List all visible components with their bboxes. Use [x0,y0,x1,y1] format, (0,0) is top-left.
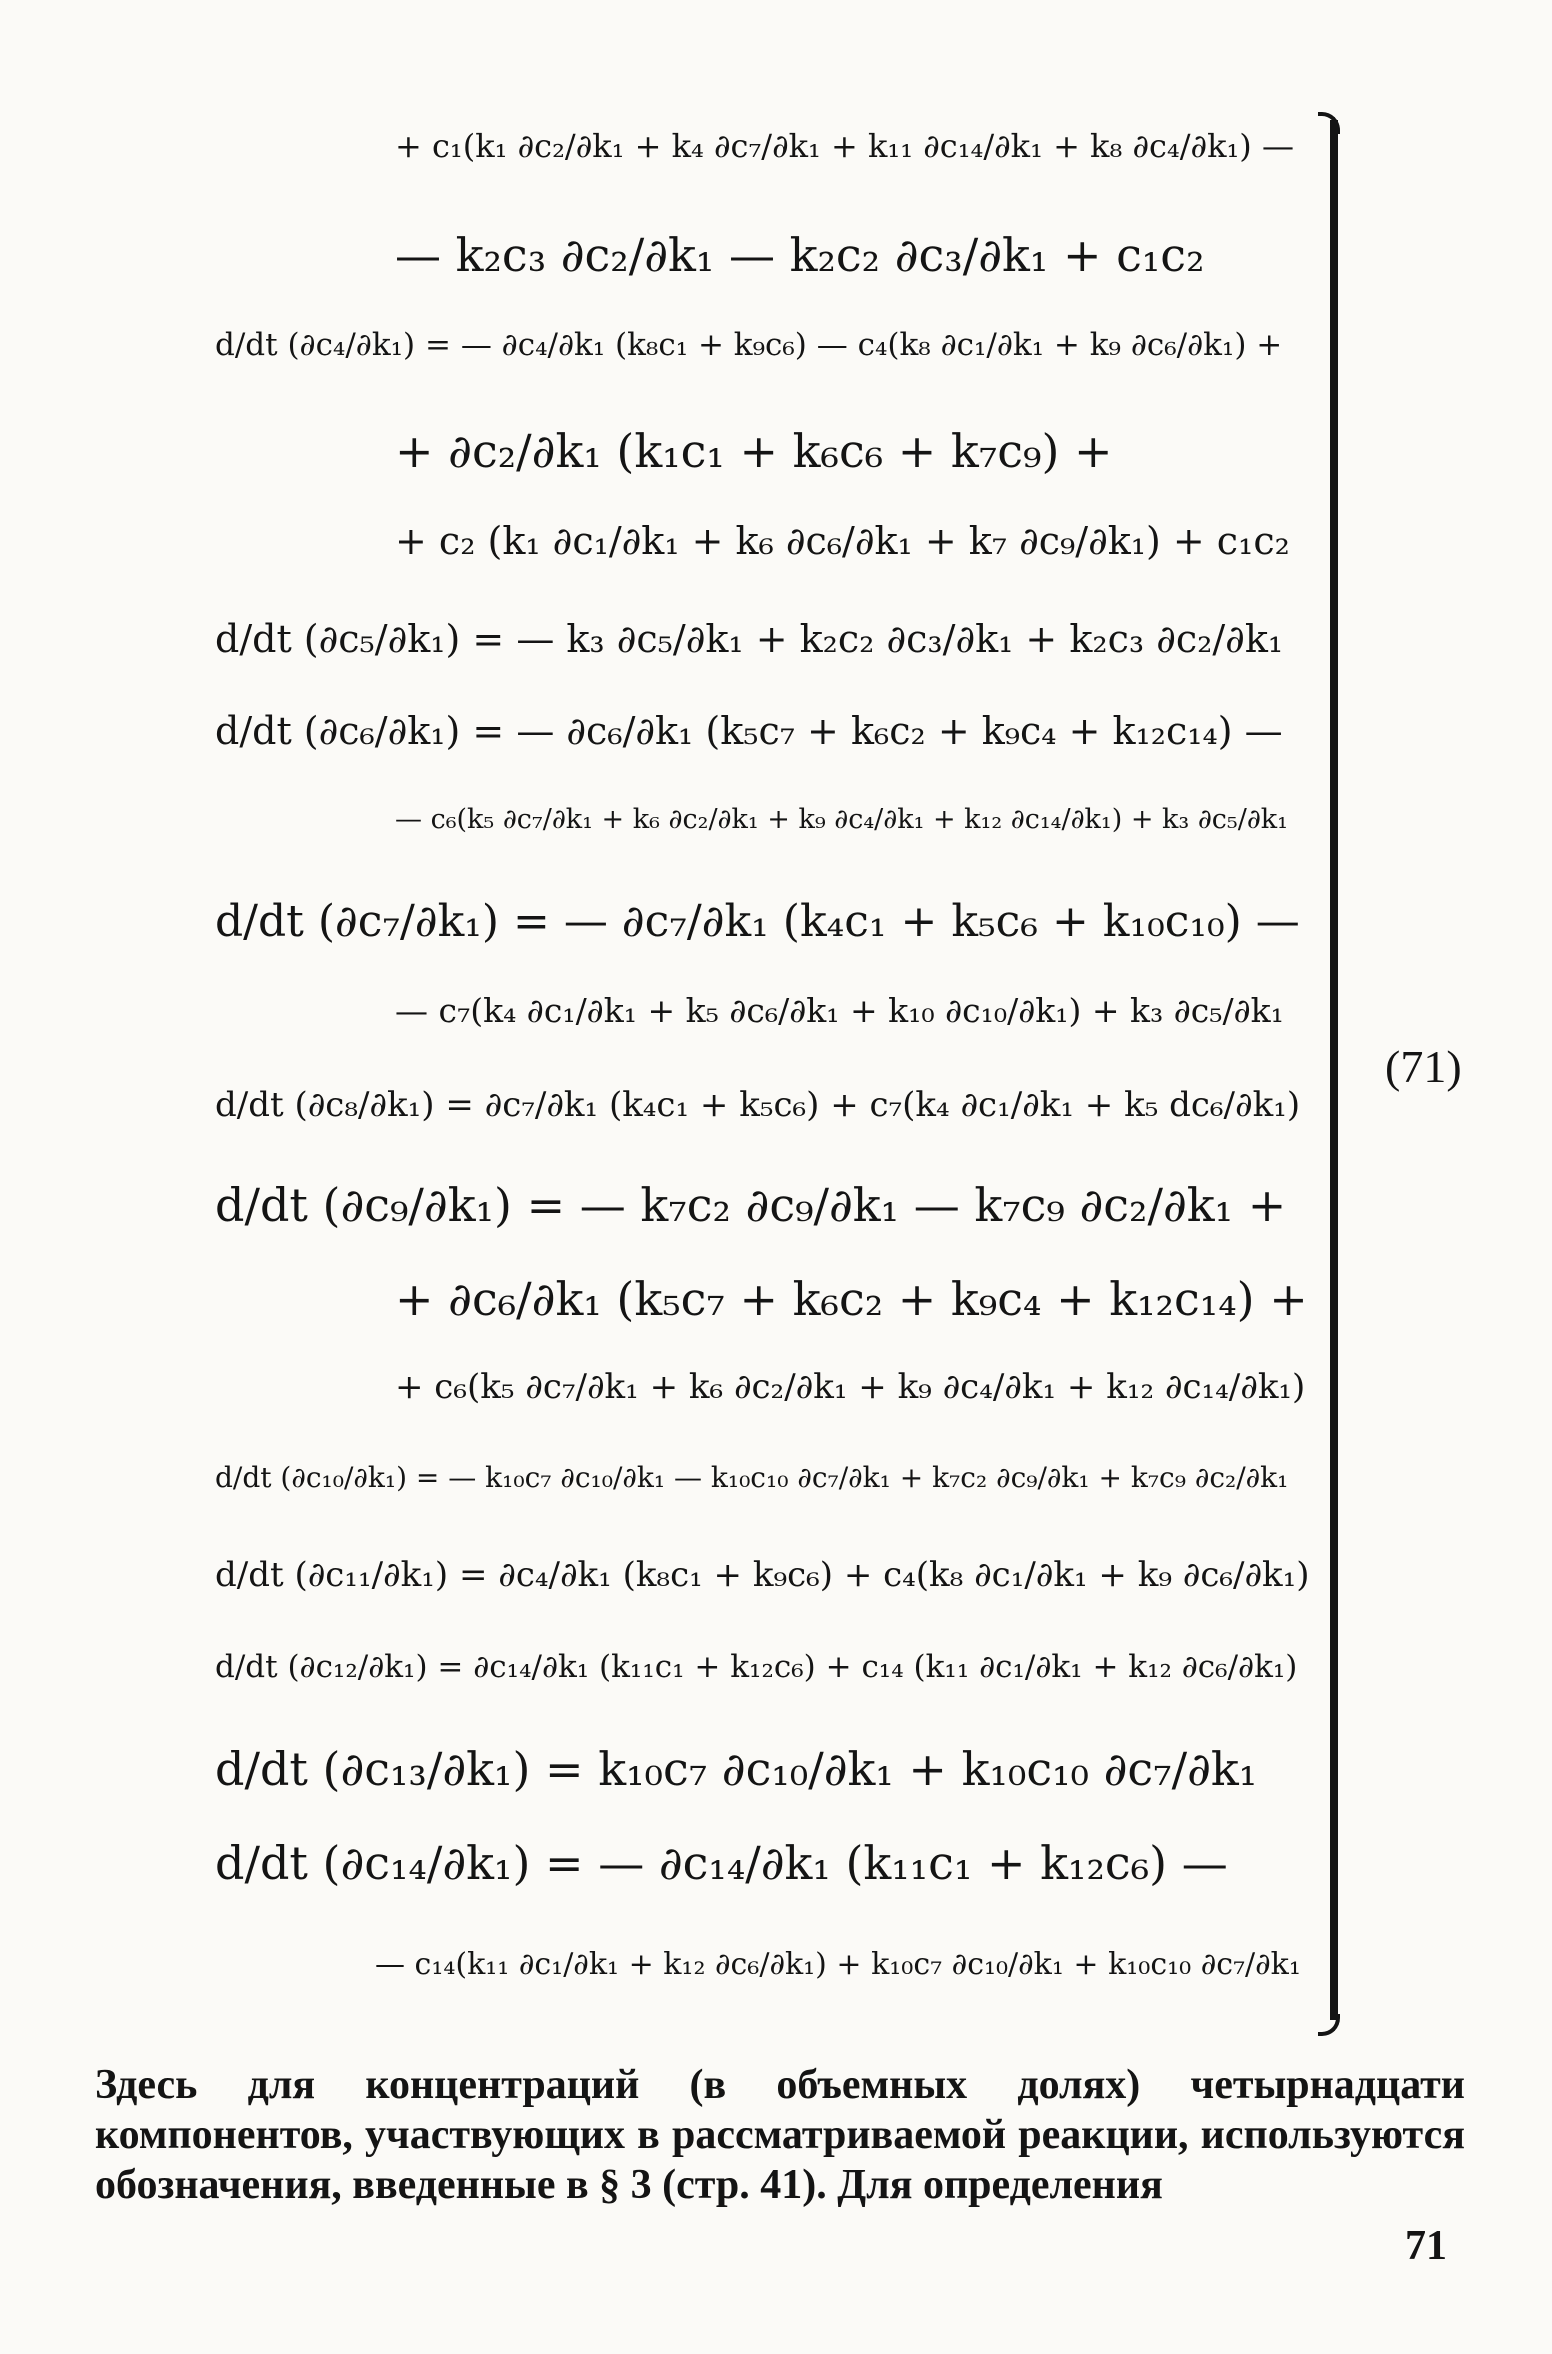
equation-line: d/dt (∂c₇/∂k₁) = — ∂c₇/∂k₁ (k₄c₁ + k₅c₆ + k₁₀c₁₀) — [215,896,1300,947]
equation-line: + ∂c₂/∂k₁ (k₁c₁ + k₆c₆ + k₇c₉) + [395,424,1113,478]
equation-line: — c₁₄(k₁₁ ∂c₁/∂k₁ + k₁₂ ∂c₆/∂k₁) + k₁₀c₇ ∂c₁₀/∂k₁ + k₁₀c₁₀ ∂c₇/∂k₁ [375,1947,1301,1982]
right-brace [1330,120,1338,2020]
equation-line: d/dt (∂c₁₃/∂k₁) = k₁₀c₇ ∂c₁₀/∂k₁ + k₁₀c₁₀ ∂c₇/∂k₁ [215,1742,1258,1796]
equation-line: d/dt (∂c₆/∂k₁) = — ∂c₆/∂k₁ (k₅c₇ + k₆c₂ + k₉c₄ + k₁₂c₁₄) — [215,709,1283,753]
equation-line: d/dt (∂c₁₂/∂k₁) = ∂c₁₄/∂k₁ (k₁₁c₁ + k₁₂c₆) + c₁₄ (k₁₁ ∂c₁/∂k₁ + k₁₂ ∂c₆/∂k₁) [215,1649,1298,1685]
equation-line: d/dt (∂c₁₁/∂k₁) = ∂c₄/∂k₁ (k₈c₁ + k₉c₆) + c₄(k₈ ∂c₁/∂k₁ + k₉ ∂c₆/∂k₁) [215,1555,1310,1595]
equation-line: — c₇(k₄ ∂c₁/∂k₁ + k₅ ∂c₆/∂k₁ + k₁₀ ∂c₁₀/∂k₁) + k₃ ∂c₅/∂k₁ [395,991,1284,1030]
equation-line: d/dt (∂c₄/∂k₁) = — ∂c₄/∂k₁ (k₈c₁ + k₉c₆) — c₄(k₈ ∂c₁/∂k₁ + k₉ ∂c₆/∂k₁) + [215,327,1283,363]
equation-line: d/dt (∂c₈/∂k₁) = ∂c₇/∂k₁ (k₄c₁ + k₅c₆) + c₇(k₄ ∂c₁/∂k₁ + k₅ dc₆/∂k₁) [215,1085,1301,1125]
equation-line: + c₂ (k₁ ∂c₁/∂k₁ + k₆ ∂c₆/∂k₁ + k₇ ∂c₉/∂k₁) + c₁c₂ [395,519,1290,563]
equation-line: d/dt (∂c₅/∂k₁) = — k₃ ∂c₅/∂k₁ + k₂c₂ ∂c₃/∂k₁ + k₂c₃ ∂c₂/∂k₁ [215,617,1284,661]
page-number: 71 [1405,2223,1447,2269]
equation-line: + ∂c₆/∂k₁ (k₅c₇ + k₆c₂ + k₉c₄ + k₁₂c₁₄) + [395,1272,1308,1326]
equation-line: d/dt (∂c₉/∂k₁) = — k₇c₂ ∂c₉/∂k₁ — k₇c₉ ∂c₂/∂k₁ + [215,1178,1287,1232]
equation-line: d/dt (∂c₁₄/∂k₁) = — ∂c₁₄/∂k₁ (k₁₁c₁ + k₁₂c₆) — [215,1836,1228,1890]
equation-number: (71) [1385,1041,1462,1092]
equation-line: + c₆(k₅ ∂c₇/∂k₁ + k₆ ∂c₂/∂k₁ + k₉ ∂c₄/∂k₁ + k₁₂ ∂c₁₄/∂k₁) [395,1367,1306,1407]
equation-line: — c₆(k₅ ∂c₇/∂k₁ + k₆ ∂c₂/∂k₁ + k₉ ∂c₄/∂k₁ + k₁₂ ∂c₁₄/∂k₁) + k₃ ∂c₅/∂k₁ [395,804,1288,835]
body-paragraph: Здесь для концентраций (в объемных долях) четырнадцати компонентов, участвующих в рассматриваемой реакции, используются обозначения, введенные в § 3 (стр. 41). Для определения [95,2062,1465,2208]
equation-line: + c₁(k₁ ∂c₂/∂k₁ + k₄ ∂c₇/∂k₁ + k₁₁ ∂c₁₄/∂k₁ + k₈ ∂c₄/∂k₁) — [395,127,1294,165]
equation-line: d/dt (∂c₁₀/∂k₁) = — k₁₀c₇ ∂c₁₀/∂k₁ — k₁₀c₁₀ ∂c₇/∂k₁ + k₇c₂ ∂c₉/∂k₁ + k₇c₉ ∂c₂/∂k₁ [215,1461,1289,1494]
equation-line: — k₂c₃ ∂c₂/∂k₁ — k₂c₂ ∂c₃/∂k₁ + c₁c₂ [395,228,1205,282]
